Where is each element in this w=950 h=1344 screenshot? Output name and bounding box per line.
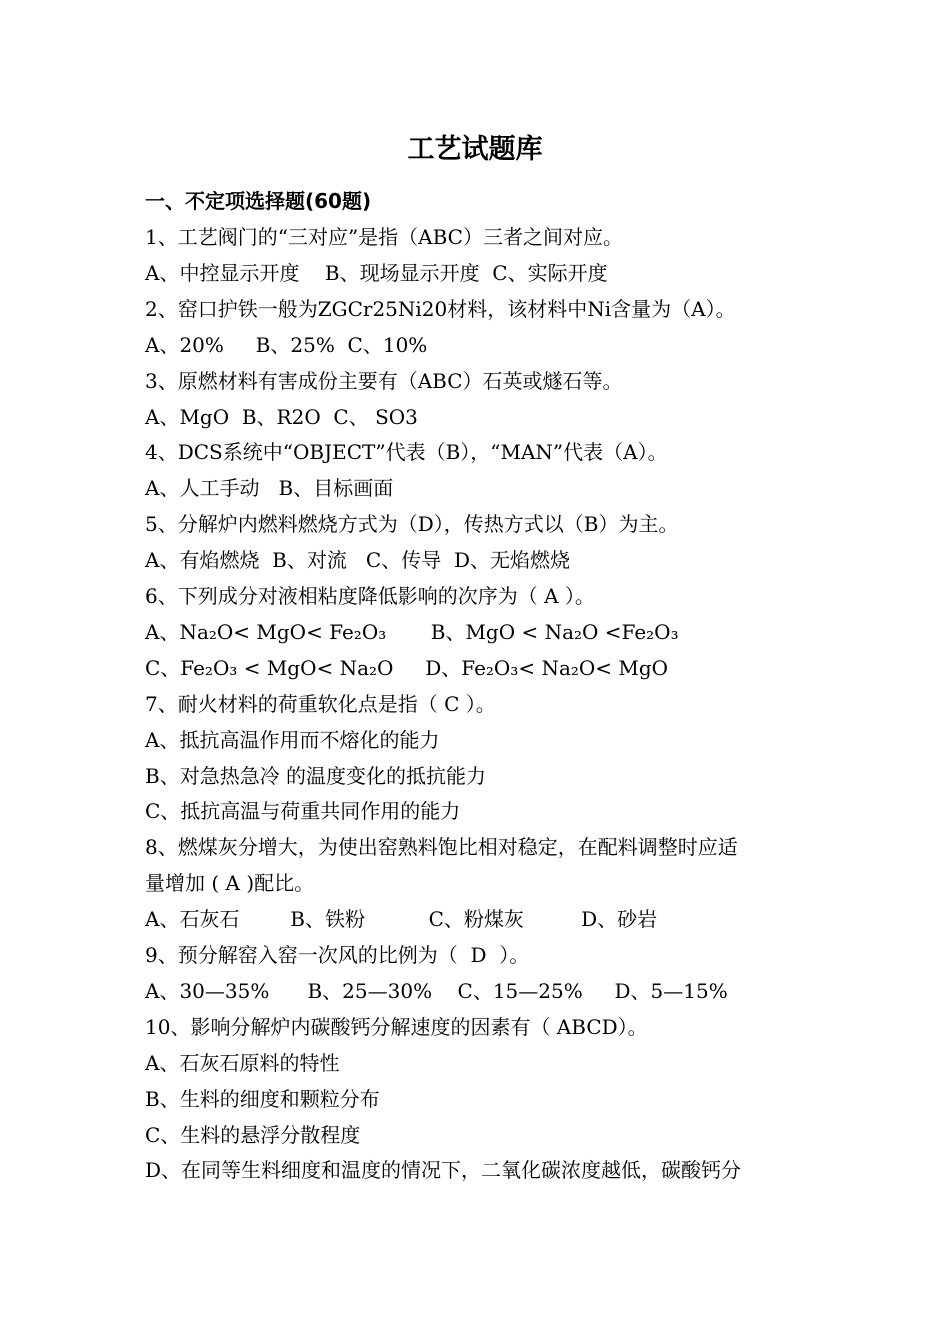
page-title: 工艺试题库	[407, 134, 543, 165]
text-line: B、对急热急冷 的温度变化的抵抗能力	[145, 764, 487, 788]
text-line: 1、工艺阀门的“三对应”是指（ABC）三者之间对应。	[145, 225, 623, 249]
text-line: B、生料的细度和颗粒分布	[145, 1087, 380, 1111]
text-line: A、抵抗高温作用而不熔化的能力	[145, 728, 440, 752]
text-line: C、Fe₂O₃ < MgO< Na₂O D、Fe₂O₃< Na₂O< MgO	[145, 656, 669, 680]
text-line: A、20% B、25% C、10%	[145, 333, 428, 357]
text-line: A、石灰石 B、铁粉 C、粉煤灰 D、砂岩	[145, 907, 658, 931]
text-line: 4、DCS系统中“OBJECT”代表（B），“MAN”代表（A）。	[145, 440, 668, 464]
text-line: A、有焰燃烧 B、对流 C、传导 D、无焰燃烧	[145, 548, 570, 572]
text-line: D、在同等生料细度和温度的情况下，二氧化碳浓度越低，碳酸钙分	[145, 1158, 742, 1182]
text-line: 9、预分解窑入窑一次风的比例为（ D ）。	[145, 943, 530, 967]
text-line: A、30—35% B、25—30% C、15—25% D、5—15%	[145, 979, 728, 1003]
text-line: A、人工手动 B、目标画面	[145, 476, 394, 500]
text-line: 量增加 ( A )配比。	[145, 871, 315, 895]
text-line: 7、耐火材料的荷重软化点是指（ C ）。	[145, 692, 496, 716]
text-line: C、生料的悬浮分散程度	[145, 1123, 361, 1147]
text-line: 3、原燃材料有害成份主要有（ABC）石英或燧石等。	[145, 369, 623, 393]
text-line: A、Na₂O< MgO< Fe₂O₃ B、MgO < Na₂O <Fe₂O₃	[145, 620, 679, 644]
text-line: 8、燃煤灰分增大，为使出窑熟料饱比相对稳定，在配料调整时应适	[145, 835, 738, 859]
text-line: C、抵抗高温与荷重共同作用的能力	[145, 799, 461, 823]
text-line: 10、影响分解炉内碳酸钙分解速度的因素有（ ABCD）。	[145, 1015, 648, 1039]
text-line: A、中控显示开度 B、现场显示开度 C、实际开度	[145, 261, 608, 285]
text-line: 6、下列成分对液相粘度降低影响的次序为（ A ）。	[145, 584, 595, 608]
text-line: A、MgO B、R2O C、 SO3	[145, 405, 418, 429]
text-line: A、石灰石原料的特性	[145, 1051, 340, 1075]
section-heading: 一、不定项选择题(60题)	[145, 189, 372, 213]
text-line: 2、窑口护铁一般为ZGCr25Ni20材料，该材料中Ni含量为（A）。	[145, 297, 736, 321]
text-line: 5、分解炉内燃料燃烧方式为（D），传热方式以（B）为主。	[145, 512, 679, 536]
